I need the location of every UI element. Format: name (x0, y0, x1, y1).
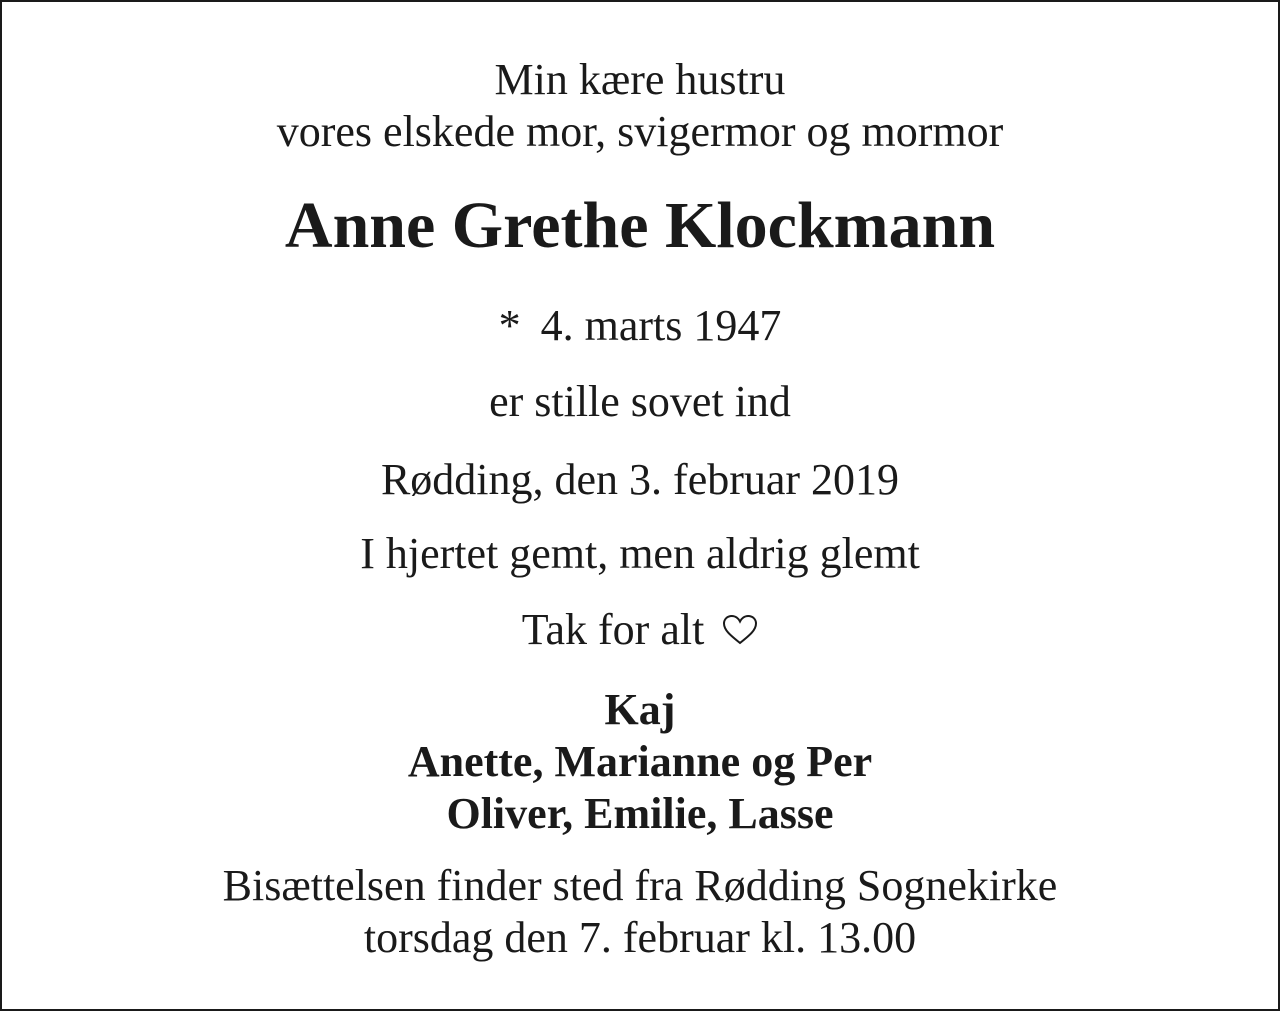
passed-text: er stille sovet ind (489, 377, 791, 426)
family-line-1: Kaj (604, 685, 676, 734)
heart-outline-icon (722, 614, 758, 646)
intro-line-1: Min kære hustru (494, 55, 786, 104)
family-line-3: Oliver, Emilie, Lasse (446, 789, 834, 838)
funeral-line-1: Bisættelsen finder sted fra Rødding Sognekirke (222, 861, 1058, 910)
place-date-text: Rødding, den 3. februar 2019 (380, 455, 900, 504)
family-line-2: Anette, Marianne og Per (407, 737, 873, 786)
birth-date: 4. marts 1947 (540, 301, 782, 350)
intro-text (2, 54, 1278, 158)
intro-line-2: vores elskede mor, svigermor og mormor (276, 107, 1004, 156)
deceased-name: Anne Grethe Klockmann (284, 189, 996, 262)
family-signatures (2, 684, 1278, 840)
funeral-info (2, 860, 1278, 964)
verse-text: I hjertet gemt, men aldrig glemt (360, 529, 920, 578)
birth-symbol: * (498, 301, 521, 350)
thanks-text: Tak for alt (521, 605, 705, 654)
thanks-line (2, 602, 1278, 658)
birth-line (2, 298, 1278, 354)
funeral-line-2: torsdag den 7. februar kl. 13.00 (363, 913, 917, 962)
